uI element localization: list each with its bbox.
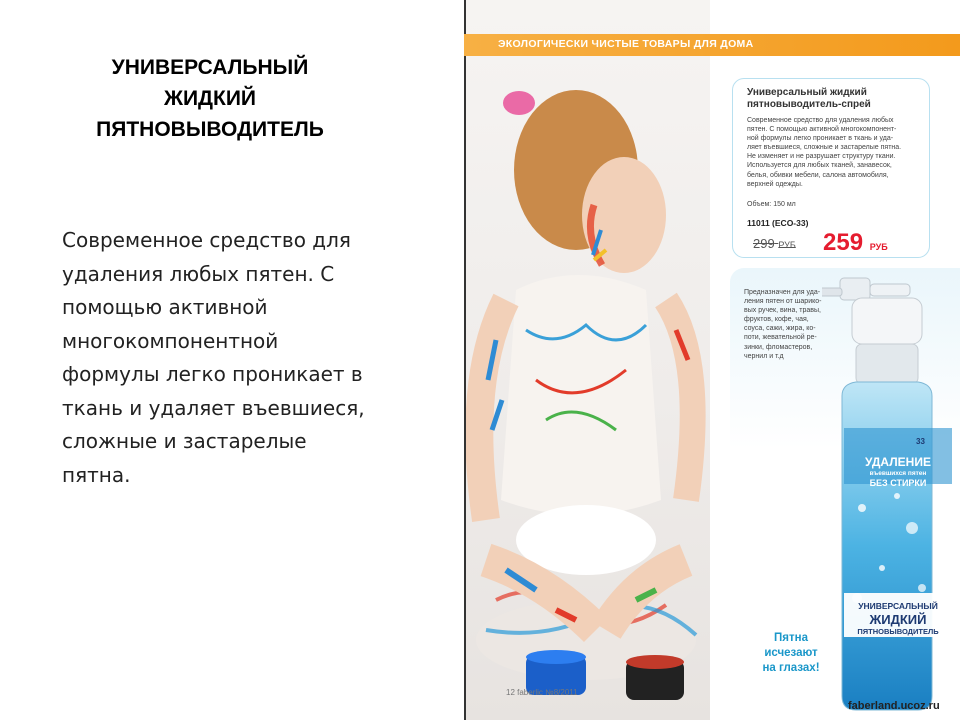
- page-number: 12 faberlic №8/2011: [506, 688, 578, 697]
- desc-line: верхней одежды.: [747, 180, 803, 188]
- body-line: пятна.: [62, 462, 131, 487]
- old-price: [753, 236, 796, 251]
- body-line: удаления любых пятен. С: [62, 261, 335, 286]
- purpose-line: Предназначен для уда-: [744, 289, 821, 296]
- body-line: Современное средство для: [62, 228, 351, 252]
- slogan-line: на глазах!: [762, 662, 820, 674]
- slide-title: [60, 52, 360, 145]
- desc-line: пятен. С помощью активной многокомпонент-: [747, 126, 897, 134]
- product-description: [747, 116, 925, 189]
- product-title: [747, 87, 922, 111]
- child-illustration: [466, 0, 710, 720]
- body-line: формулы легко проникает в: [62, 362, 363, 386]
- bottle-label-top-3: БЕЗ СТИРКИ: [869, 478, 927, 488]
- body-line: сложные и застарелые: [62, 429, 307, 453]
- slogan-line: исчезают: [764, 647, 818, 659]
- desc-line: Не изменяет и не разрушает структуру ткани.: [747, 153, 896, 161]
- body-line: многокомпонентной: [62, 328, 279, 353]
- spray-bottle-icon: [822, 268, 960, 720]
- bottle-label-top-1: УДАЛЕНИЕ: [865, 455, 931, 469]
- slide-title-line: ПЯТНОВЫВОДИТЕЛЬ: [96, 118, 324, 141]
- old-price-currency: РУБ: [778, 240, 796, 250]
- new-price-currency: РУБ: [869, 242, 888, 252]
- purpose-line: чернил и т.д: [744, 352, 784, 360]
- purpose-line: фруктов, кофе, чая,: [744, 316, 809, 324]
- bottle-label-bottom-2: ЖИДКИЙ: [869, 612, 927, 627]
- product-volume: Объем: 150 мл: [747, 201, 796, 208]
- purpose-line: соуса, сажи, жира, ко-: [744, 325, 816, 333]
- desc-line: белья, обивки мебели, салона автомобиля,: [747, 171, 889, 179]
- slogan-line: Пятна: [774, 632, 808, 644]
- bottle-code: 33: [916, 437, 925, 446]
- slide-title-line: ЖИДКИЙ: [163, 87, 257, 110]
- slide-title-line: УНИВЕРСАЛЬНЫЙ: [111, 56, 309, 79]
- product-title-line: пятновыводитель-спрей: [747, 99, 871, 110]
- new-price: [823, 229, 888, 257]
- bottle-label-top-2: въевшихся пятен: [869, 470, 927, 477]
- body-line: помощью активной: [62, 295, 268, 319]
- catalog-page-image: [464, 0, 960, 720]
- product-title-line: Универсальный жидкий: [747, 87, 867, 98]
- bottle-label-bottom-3: ПЯТНОВЫВОДИТЕЛЬ: [857, 627, 939, 636]
- desc-line: Современное средство для удаления любых: [747, 117, 894, 124]
- desc-line: Используется для любых тканей, занавесок,: [747, 162, 892, 170]
- category-banner: [464, 34, 960, 56]
- purpose-line: поти, жевательной ре-: [744, 334, 817, 342]
- purpose-line: вых ручек, вина, травы,: [744, 307, 821, 315]
- desc-line: ной формулы легко проникает в ткань и уда-: [747, 135, 894, 143]
- product-showcase-panel: [730, 268, 960, 720]
- slide-body-text: [62, 224, 392, 492]
- watermark: faberland.ucoz.ru: [848, 700, 940, 712]
- page-edge-divider: [464, 0, 466, 720]
- spray-bottle-image: [822, 268, 960, 720]
- product-info-box: [732, 78, 930, 258]
- old-price-value: 299: [753, 236, 775, 251]
- body-line: ткань и удаляет въевшиеся,: [62, 395, 365, 420]
- bottle-label-bottom-1: УНИВЕРСАЛЬНЫЙ: [858, 601, 938, 611]
- child-paint-photo: [466, 0, 710, 720]
- purpose-line: зинки, фломастеров,: [744, 343, 813, 351]
- category-banner-text: ЭКОЛОГИЧЕСКИ ЧИСТЫЕ ТОВАРЫ ДЛЯ ДОМА: [498, 38, 754, 50]
- purpose-line: ления пятен от шарико-: [744, 298, 822, 306]
- desc-line: ляет въевшиеся, сложные и застарелые пятна.: [747, 144, 902, 152]
- new-price-value: 259: [823, 229, 864, 256]
- product-sku: 11011 (ECO-33): [747, 218, 809, 228]
